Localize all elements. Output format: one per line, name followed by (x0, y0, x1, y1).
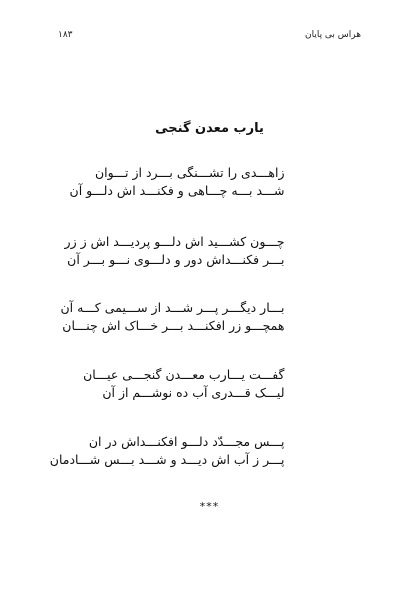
verse-line: بـــر فکنـــداش دور و دلـــوی نـــو بـــر آن (67, 252, 285, 267)
running-title: هراس بی پایان (304, 30, 361, 40)
page-number: ۱۸۳ (58, 30, 73, 40)
verse-line: زاهـــدی را تشـــنگی بـــرد از تـــوان (94, 165, 285, 180)
verse-line: پـــس مجـــدّد دلـــو افکنـــداش در ان (88, 434, 285, 449)
stanza-1 (0, 164, 419, 200)
stanza-3 (0, 299, 419, 335)
page-header (58, 30, 361, 44)
verse-line: شـــد بـــه چـــاهی و فکنـــد اش دلـــو آن (69, 183, 285, 198)
verse-line: لیـــک قـــدری آب ده نوشـــم از آن (102, 385, 285, 400)
verse-line: چـــون کشـــید اش دلـــو پردیـــد اش ز زر (64, 234, 285, 249)
verse-line: بـــار دیگـــر پـــر شـــد از ســـیمی کـــه آن (60, 300, 285, 315)
verse-line: پـــر ز آب اش دیـــد و شـــد بـــس شـــادمان (49, 452, 285, 467)
end-mark: *** (199, 500, 220, 513)
poem-title: یارب معدن گنجی (155, 121, 264, 136)
stanza-4 (0, 366, 419, 402)
stanza-5 (0, 433, 419, 469)
stanza-2 (0, 233, 419, 269)
verse-line: همچـــو زر افکنـــد بـــر خـــاک اش چنـــان (62, 318, 285, 333)
verse-line: گفـــت یـــارب معـــدن گنجـــی عیـــان (83, 367, 285, 382)
